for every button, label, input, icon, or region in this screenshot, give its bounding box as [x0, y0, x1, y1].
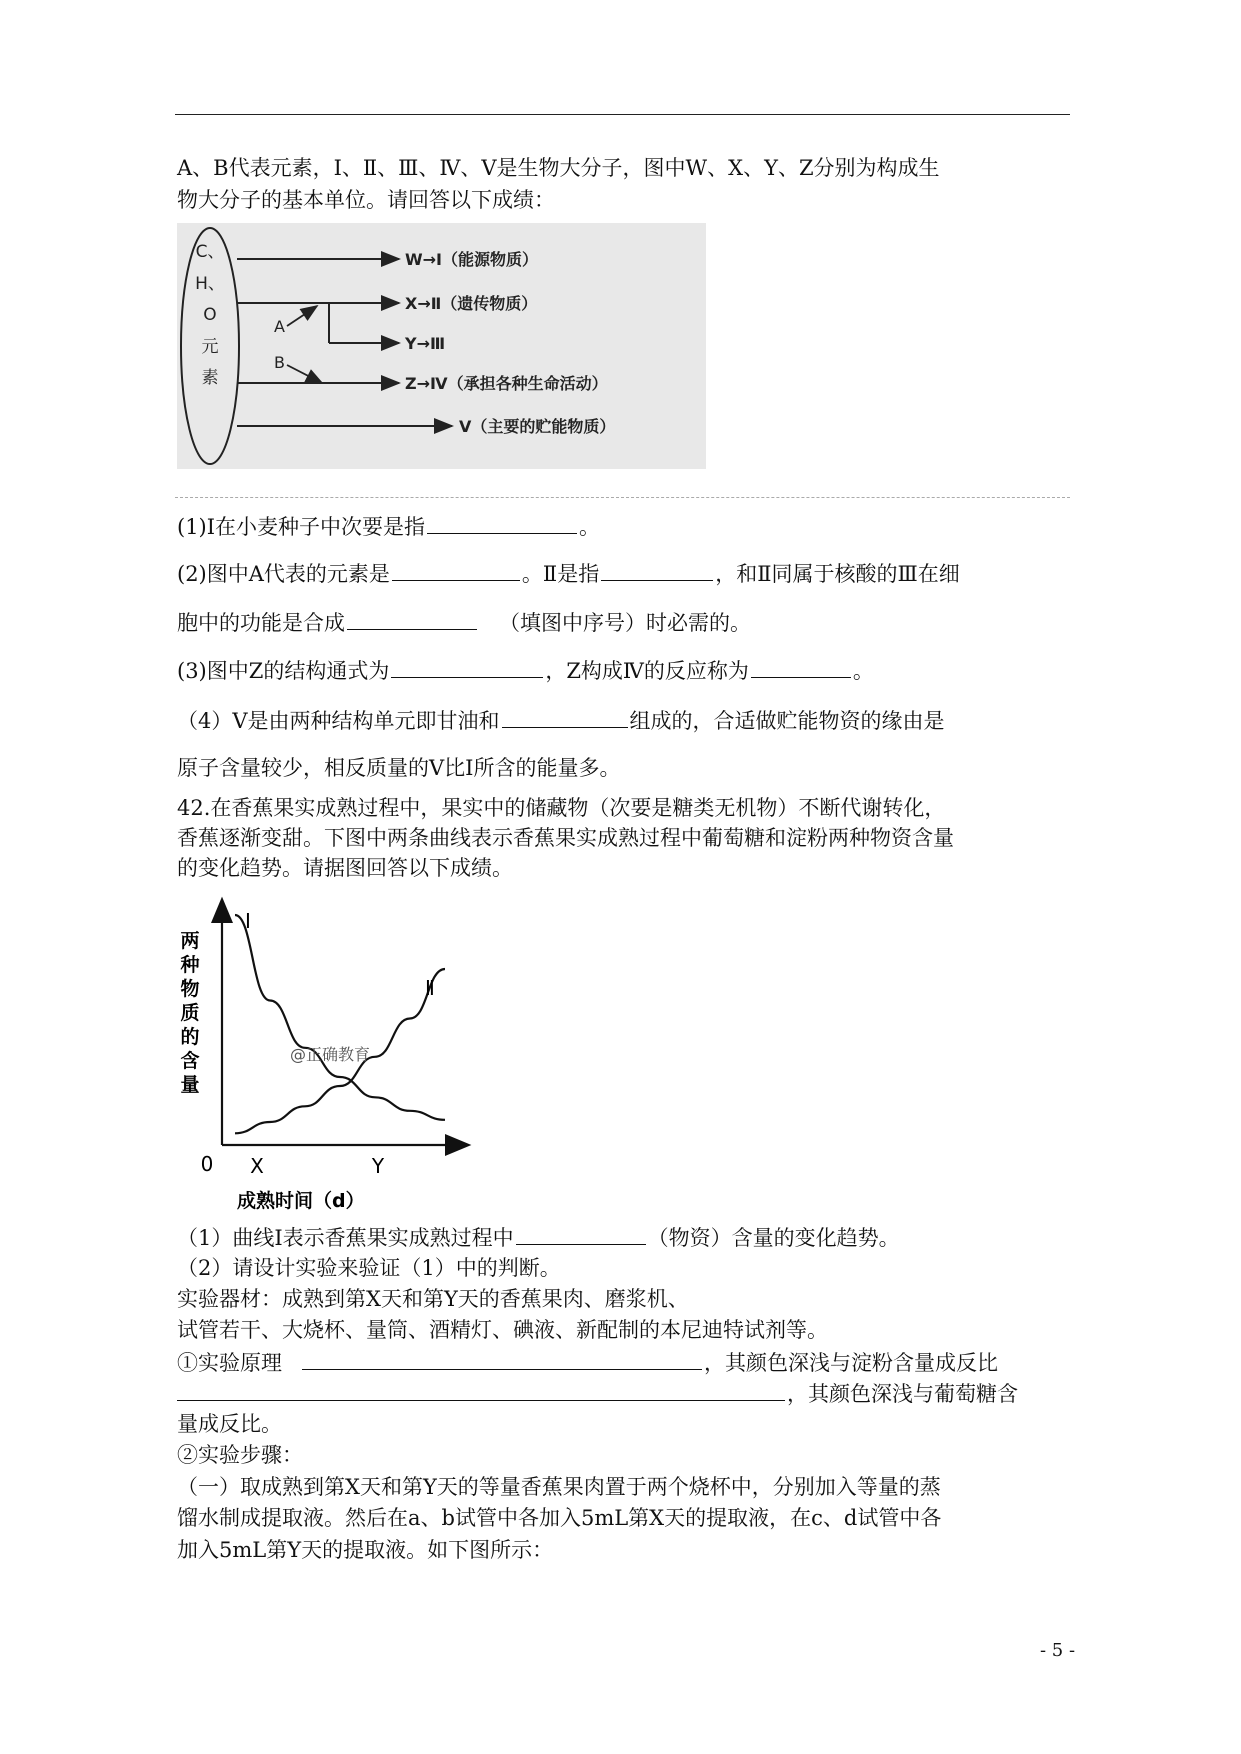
watermark: @正确教育 — [290, 1045, 371, 1064]
ylabel-char: 种 — [180, 954, 200, 976]
element-char: 元 — [201, 337, 219, 357]
element-char: H、 — [195, 274, 225, 294]
row-x: X→Ⅱ（遗传物质） — [405, 294, 538, 313]
q4-text-a: （4）Ⅴ是由两种结构单元即甘油和 — [177, 709, 500, 733]
q2-text-c: ，和Ⅱ同属于核酸的Ⅲ在细 — [715, 562, 960, 586]
q2-line-2 — [177, 607, 751, 638]
label-b: B — [274, 353, 285, 372]
q42-line-3: 的变化趋势。请据图回答以下成绩。 — [177, 856, 513, 880]
label-a: A — [274, 317, 285, 336]
q2-text-b: 。Ⅱ是指 — [521, 562, 600, 586]
x-tick-y: Y — [371, 1154, 385, 1178]
step1-line-3: 加入5mL第Y天的提取液。如下图所示： — [177, 1538, 554, 1562]
element-diagram — [177, 223, 706, 469]
principle-label: ①实验原理 — [177, 1351, 282, 1375]
arrow-a — [287, 306, 317, 326]
origin-label: 0 — [200, 1152, 214, 1176]
ripening-chart — [175, 895, 485, 1220]
ylabel-char: 物 — [180, 978, 200, 1000]
element-char: 素 — [201, 368, 219, 388]
q3-text-b: ，Z构成Ⅳ的反应称为 — [545, 659, 749, 683]
q2-answer-blank-2[interactable] — [601, 558, 713, 581]
row-y: Y→Ⅲ — [405, 334, 446, 353]
q3-text-c: 。 — [852, 659, 874, 683]
ylabel-char: 含 — [180, 1050, 200, 1072]
curve-2-label: Ⅱ — [425, 976, 435, 1000]
ylabel-char: 两 — [180, 930, 200, 952]
q4-line-2: 原子含量较少，相反质量的Ⅴ比Ⅰ所含的能量多。 — [177, 756, 621, 780]
principle-text-1: ，其颜色深浅与淀粉含量成反比 — [704, 1351, 998, 1375]
q1-text: (1)Ⅰ在小麦种子中次要是指 — [177, 515, 426, 539]
page-number: - 5 - — [1040, 1640, 1076, 1661]
section-divider — [175, 497, 1070, 498]
q4-answer-blank[interactable] — [502, 705, 628, 728]
materials-line-2: 试管若干、大烧杯、量筒、酒精灯、碘液、新配制的本尼迪特试剂等。 — [177, 1318, 828, 1342]
q3-line — [177, 655, 874, 686]
s1-text-b: （物资）含量的变化趋势。 — [647, 1226, 900, 1250]
principle-line-1 — [177, 1347, 998, 1378]
header-rule — [175, 114, 1070, 115]
step1-line-2: 馏水制成提取液。然后在a、b试管中各加入5mL第X天的提取液，在c、d试管中各 — [177, 1506, 942, 1530]
q1-answer-blank[interactable] — [427, 511, 577, 534]
ylabel-char: 量 — [180, 1074, 200, 1096]
q3-answer-blank-1[interactable] — [391, 655, 543, 678]
s1-text-a: （1）曲线Ⅰ表示香蕉果实成熟过程中 — [177, 1226, 514, 1250]
ylabel-char: 的 — [180, 1026, 200, 1048]
row-z: Z→Ⅳ（承担各种生命活动） — [405, 374, 608, 393]
element-char: C、 — [195, 242, 225, 262]
q3-text-a: (3)图中Z的结构通式为 — [177, 659, 390, 683]
q42-s1-line — [177, 1222, 900, 1253]
arrow-b — [287, 365, 322, 383]
s1-answer-blank[interactable] — [516, 1222, 646, 1245]
q42-s2-line: （2）请设计实验来验证（1）中的判断。 — [177, 1256, 561, 1280]
steps-label: ②实验步骤： — [177, 1443, 303, 1467]
row-w: W→Ⅰ（能源物质） — [405, 250, 539, 269]
intro-line-2: 物大分子的基本单位。请回答以下成绩： — [177, 188, 555, 212]
materials-line-1: 实验器材：成熟到第X天和第Y天的香蕉果肉、磨浆机、 — [177, 1287, 689, 1311]
q4-text-b: 组成的，合适做贮能物资的缘由是 — [629, 709, 945, 733]
q2-text-e: （填图中序号）时必需的。 — [499, 611, 751, 635]
ylabel-char: 质 — [180, 1002, 200, 1024]
element-char: O — [203, 305, 217, 325]
q2-answer-blank-3[interactable] — [347, 607, 477, 630]
principle-blank-1[interactable] — [302, 1347, 702, 1370]
x-tick-x: X — [250, 1154, 264, 1178]
principle-line-3: 量成反比。 — [177, 1412, 282, 1436]
q1-end: 。 — [579, 515, 601, 539]
x-axis-label: 成熟时间（d） — [237, 1190, 365, 1212]
q2-text-d: 胞中的功能是合成 — [177, 611, 345, 635]
q1-line — [177, 511, 600, 542]
row-v: Ⅴ（主要的贮能物质） — [459, 417, 616, 436]
principle-blank-2[interactable] — [177, 1378, 785, 1401]
q42-line-2: 香蕉逐渐变甜。下图中两条曲线表示香蕉果实成熟过程中葡萄糖和淀粉两种物资含量 — [177, 826, 954, 850]
curve-group — [235, 915, 445, 1133]
q2-answer-blank-1[interactable] — [392, 558, 520, 581]
q2-text-a: (2)图中A代表的元素是 — [177, 562, 390, 586]
q3-answer-blank-2[interactable] — [751, 655, 851, 678]
intro-line-1: A、B代表元素，Ⅰ、Ⅱ、Ⅲ、Ⅳ、Ⅴ是生物大分子，图中W、X、Y、Z分别为构成生 — [177, 156, 940, 180]
q4-line — [177, 705, 945, 736]
q2-line — [177, 558, 960, 589]
curve-1-label: Ⅰ — [245, 909, 251, 933]
principle-text-2: ，其颜色深浅与葡萄糖含 — [787, 1382, 1018, 1406]
principle-line-2 — [177, 1378, 1018, 1409]
q42-line-1: 42.在香蕉果实成熟过程中，果实中的储藏物（次要是糖类无机物）不断代谢转化， — [177, 796, 946, 820]
step1-line-1: （一）取成熟到第X天和第Y天的等量香蕉果肉置于两个烧杯中，分别加入等量的蒸 — [177, 1475, 941, 1499]
